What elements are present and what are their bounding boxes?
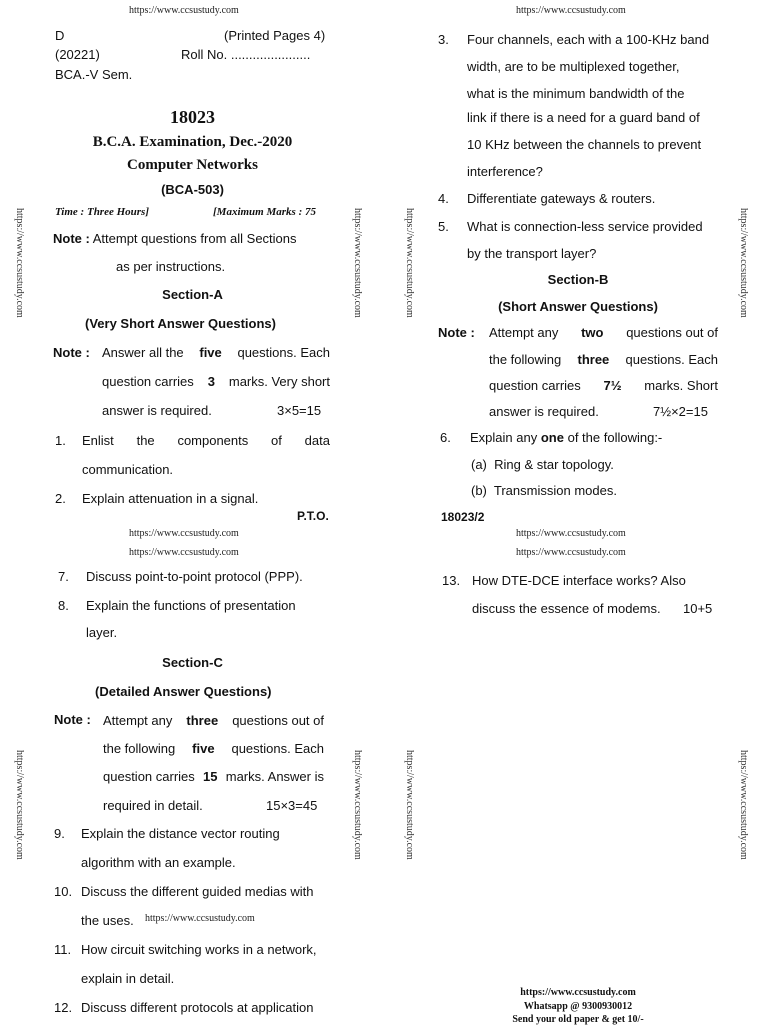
section-c-marks: 15×3=45 xyxy=(266,798,318,813)
footer-whatsapp: Whatsapp @ 9300930012 xyxy=(523,1001,633,1012)
section-a-note-line-1: Answer all the five questions. Each xyxy=(102,345,330,360)
question-6-option-b: (b) Transmission modes. xyxy=(471,483,617,498)
section-a-marks: 3×5=15 xyxy=(277,403,322,418)
question-9-line-2: algorithm with an example. xyxy=(81,855,236,870)
watermark-vertical-left-2: https://www.ccsustudy.com xyxy=(14,750,25,860)
question-10-number: 10. xyxy=(54,884,73,899)
question-3-line-2: width, are to be multiplexed together, xyxy=(467,59,680,74)
subject-title: Computer Networks xyxy=(127,157,258,173)
section-a-subtitle: (Very Short Answer Questions) xyxy=(85,316,276,331)
question-8-line-1: Explain the functions of presentation xyxy=(86,598,296,613)
watermark-url-mid-right-1: https://www.ccsustudy.com xyxy=(516,528,626,539)
watermark-url-inline: https://www.ccsustudy.com xyxy=(145,913,255,924)
question-10-line-2: the uses. xyxy=(81,913,134,928)
watermark-vertical-right-2: https://www.ccsustudy.com xyxy=(738,750,749,860)
question-9-number: 9. xyxy=(54,826,65,841)
subject-code: (BCA-503) xyxy=(161,182,224,197)
question-12-line-1: Discuss different protocols at application xyxy=(81,1000,314,1015)
question-7-text: Discuss point-to-point protocol (PPP). xyxy=(86,569,303,584)
section-b-note-line-2: the following three questions. Each xyxy=(489,352,718,367)
watermark-vertical-left-1: https://www.ccsustudy.com xyxy=(14,208,25,318)
question-2-text: Explain attenuation in a signal. xyxy=(82,491,259,506)
question-3-line-6: interference? xyxy=(467,164,543,179)
section-b-note-line-4: answer is required. xyxy=(489,404,599,419)
section-b-title: Section-B xyxy=(547,272,609,287)
watermark-vertical-mid-2: https://www.ccsustudy.com xyxy=(404,208,415,318)
section-c-note-line-4: required in detail. xyxy=(103,798,203,813)
set-letter: D xyxy=(55,28,65,43)
question-11-line-1: How circuit switching works in a network, xyxy=(81,942,317,957)
general-note xyxy=(53,231,297,246)
question-11-number: 11. xyxy=(54,942,72,957)
question-3-line-5: 10 KHz between the channels to prevent xyxy=(467,137,702,152)
question-13-marks: 10+5 xyxy=(683,601,713,616)
general-note-line-2: as per instructions. xyxy=(116,259,226,274)
exam-title: B.C.A. Examination, Dec.-2020 xyxy=(92,134,293,150)
question-2-number: 2. xyxy=(55,491,66,506)
watermark-vertical-mid-3: https://www.ccsustudy.com xyxy=(352,750,363,860)
section-c-title: Section-C xyxy=(162,655,223,670)
section-c-note-line-3: question carries 15 marks. Answer is xyxy=(103,769,324,784)
roll-number: Roll No. ...................... xyxy=(181,47,311,62)
course-semester: BCA.-V Sem. xyxy=(55,67,133,82)
section-a-note-label: Note : xyxy=(53,345,90,360)
printed-pages: (Printed Pages 4) xyxy=(224,28,326,43)
section-a-note xyxy=(53,345,90,360)
question-5-number: 5. xyxy=(438,219,449,234)
watermark-vertical-mid-1: https://www.ccsustudy.com xyxy=(352,208,363,318)
question-5-line-2: by the transport layer? xyxy=(467,246,597,261)
paper-code: (20221) xyxy=(55,47,100,62)
question-11-line-2: explain in detail. xyxy=(81,971,175,986)
question-13-line-2: discuss the essence of modems. xyxy=(472,601,661,616)
section-a-title: Section-A xyxy=(162,287,223,302)
page-2-label: 18023/2 xyxy=(441,510,485,524)
question-1-number: 1. xyxy=(55,433,66,448)
question-4-number: 4. xyxy=(438,191,449,206)
question-13-number: 13. xyxy=(442,573,461,588)
general-note-label: Note : xyxy=(53,231,90,246)
maximum-marks: [Maximum Marks : 75 xyxy=(213,206,316,218)
watermark-url-mid-right-2: https://www.ccsustudy.com xyxy=(516,547,626,558)
footer-url: https://www.ccsustudy.com xyxy=(520,987,636,998)
watermark-vertical-mid-4: https://www.ccsustudy.com xyxy=(404,750,415,860)
section-c-note-label: Note : xyxy=(54,712,91,727)
watermark-url-mid-left-1: https://www.ccsustudy.com xyxy=(129,528,239,539)
question-3-line-4: link if there is a need for a guard band of xyxy=(467,110,700,125)
exam-time: Time : Three Hours] xyxy=(55,206,149,218)
section-a-note-line-2: question carries 3 marks. Very short xyxy=(102,374,330,389)
question-12-number: 12. xyxy=(54,1000,73,1015)
question-7-number: 7. xyxy=(58,569,69,584)
watermark-url-top-right: https://www.ccsustudy.com xyxy=(516,5,626,16)
question-1-line-2: communication. xyxy=(82,462,174,477)
section-b-marks: 7½×2=15 xyxy=(653,404,708,419)
footer-send-paper: Send your old paper & get 10/- xyxy=(512,1014,644,1025)
question-10-line-1: Discuss the different guided medias with xyxy=(81,884,314,899)
question-4-text: Differentiate gateways & routers. xyxy=(467,191,656,206)
pto-label: P.T.O. xyxy=(297,509,329,523)
paper-number: 18023 xyxy=(170,107,215,127)
watermark-url-top-left: https://www.ccsustudy.com xyxy=(129,5,239,16)
section-c-note-line-1: Attempt any three questions out of xyxy=(103,713,324,728)
watermark-url-mid-left-2: https://www.ccsustudy.com xyxy=(129,547,239,558)
section-c-note-line-2: the following five questions. Each xyxy=(103,741,324,756)
question-5-line-1: What is connection-less service provided xyxy=(467,219,703,234)
section-b-note-label: Note : xyxy=(438,325,475,340)
question-9-line-1: Explain the distance vector routing xyxy=(81,826,280,841)
question-3-line-3: what is the minimum bandwidth of the xyxy=(467,86,685,101)
section-b-note-line-1: Attempt any two questions out of xyxy=(489,325,718,340)
question-8-number: 8. xyxy=(58,598,69,613)
question-13-line-1: How DTE-DCE interface works? Also xyxy=(472,573,686,588)
question-6-option-a: (a) Ring & star topology. xyxy=(471,457,614,472)
question-6-text: Explain any one of the following:- xyxy=(470,430,663,445)
general-note-line-1: Attempt questions from all Sections xyxy=(92,231,297,246)
section-c-subtitle: (Detailed Answer Questions) xyxy=(95,684,272,699)
section-b-subtitle: (Short Answer Questions) xyxy=(498,299,658,314)
section-a-note-line-3: answer is required. xyxy=(102,403,212,418)
question-3-line-1: Four channels, each with a 100-KHz band xyxy=(467,32,710,47)
section-b-note-line-3: question carries 7½ marks. Short xyxy=(489,378,718,393)
question-6-number: 6. xyxy=(440,430,451,445)
watermark-vertical-right-1: https://www.ccsustudy.com xyxy=(738,208,749,318)
question-3-number: 3. xyxy=(438,32,449,47)
question-8-line-2: layer. xyxy=(86,625,118,640)
question-1-line-1: Enlist the components of data xyxy=(82,433,330,448)
